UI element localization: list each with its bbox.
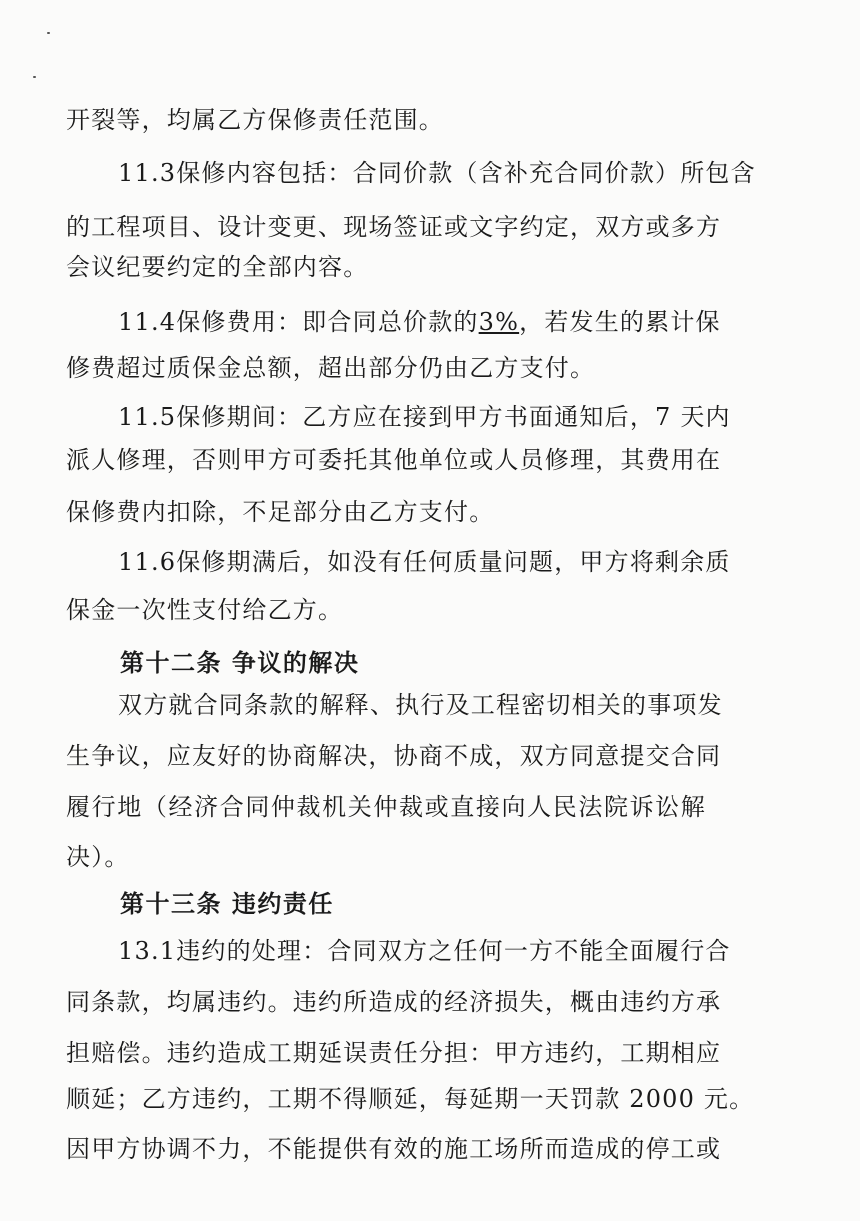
text-line: 11.3保修内容包括：合同价款（含补充合同价款）所包含 xyxy=(118,159,756,187)
text-line: 同条款，均属违约。违约所造成的经济损失，概由违约方承 xyxy=(66,988,722,1016)
text-line: 修费超过质保金总额，超出部分仍由乙方支付。 xyxy=(66,354,596,382)
scan-speck xyxy=(33,76,36,78)
text-line: 开裂等，均属乙方保修责任范围。 xyxy=(66,106,444,134)
text-segment: ，若发生的累计保 xyxy=(519,308,721,336)
text-line: 保修费内扣除，不足部分由乙方支付。 xyxy=(66,498,495,526)
text-line: 的工程项目、设计变更、现场签证或文字约定，双方或多方 xyxy=(66,213,722,241)
text-line: 双方就合同条款的解释、执行及工程密切相关的事项发 xyxy=(118,691,723,719)
scan-speck xyxy=(47,32,50,34)
text-line: 生争议，应友好的协商解决，协商不成，双方同意提交合同 xyxy=(66,742,722,770)
text-line-clause-11-4 xyxy=(118,306,721,338)
text-line: 会议纪要约定的全部内容。 xyxy=(66,253,369,281)
section-heading: 第十三条 违约责任 xyxy=(120,889,334,918)
text-line: 13.1违约的处理：合同双方之任何一方不能全面履行合 xyxy=(118,937,731,965)
text-line: 履行地（经济合同仲裁机关仲裁或直接向人民法院诉讼解 xyxy=(66,793,706,821)
text-segment: 11.4保修费用：即合同总价款的 xyxy=(118,308,479,336)
text-line: 11.6保修期满后，如没有任何质量问题，甲方将剩余质 xyxy=(118,548,731,576)
text-line: 因甲方协调不力，不能提供有效的施工场所而造成的停工或 xyxy=(66,1135,722,1163)
text-line: 顺延；乙方违约，工期不得顺延，每延期一天罚款 2000 元。 xyxy=(66,1085,755,1113)
text-line: 担赔偿。违约造成工期延误责任分担：甲方违约，工期相应 xyxy=(66,1039,722,1067)
section-heading: 第十二条 争议的解决 xyxy=(120,648,360,677)
text-line: 派人修理，否则甲方可委托其他单位或人员修理，其费用在 xyxy=(66,446,722,474)
text-line: 决）。 xyxy=(66,843,130,871)
underlined-percentage: 3% xyxy=(478,308,520,336)
text-line: 保金一次性支付给乙方。 xyxy=(66,596,344,624)
text-line: 11.5保修期间：乙方应在接到甲方书面通知后，7 天内 xyxy=(118,403,731,431)
